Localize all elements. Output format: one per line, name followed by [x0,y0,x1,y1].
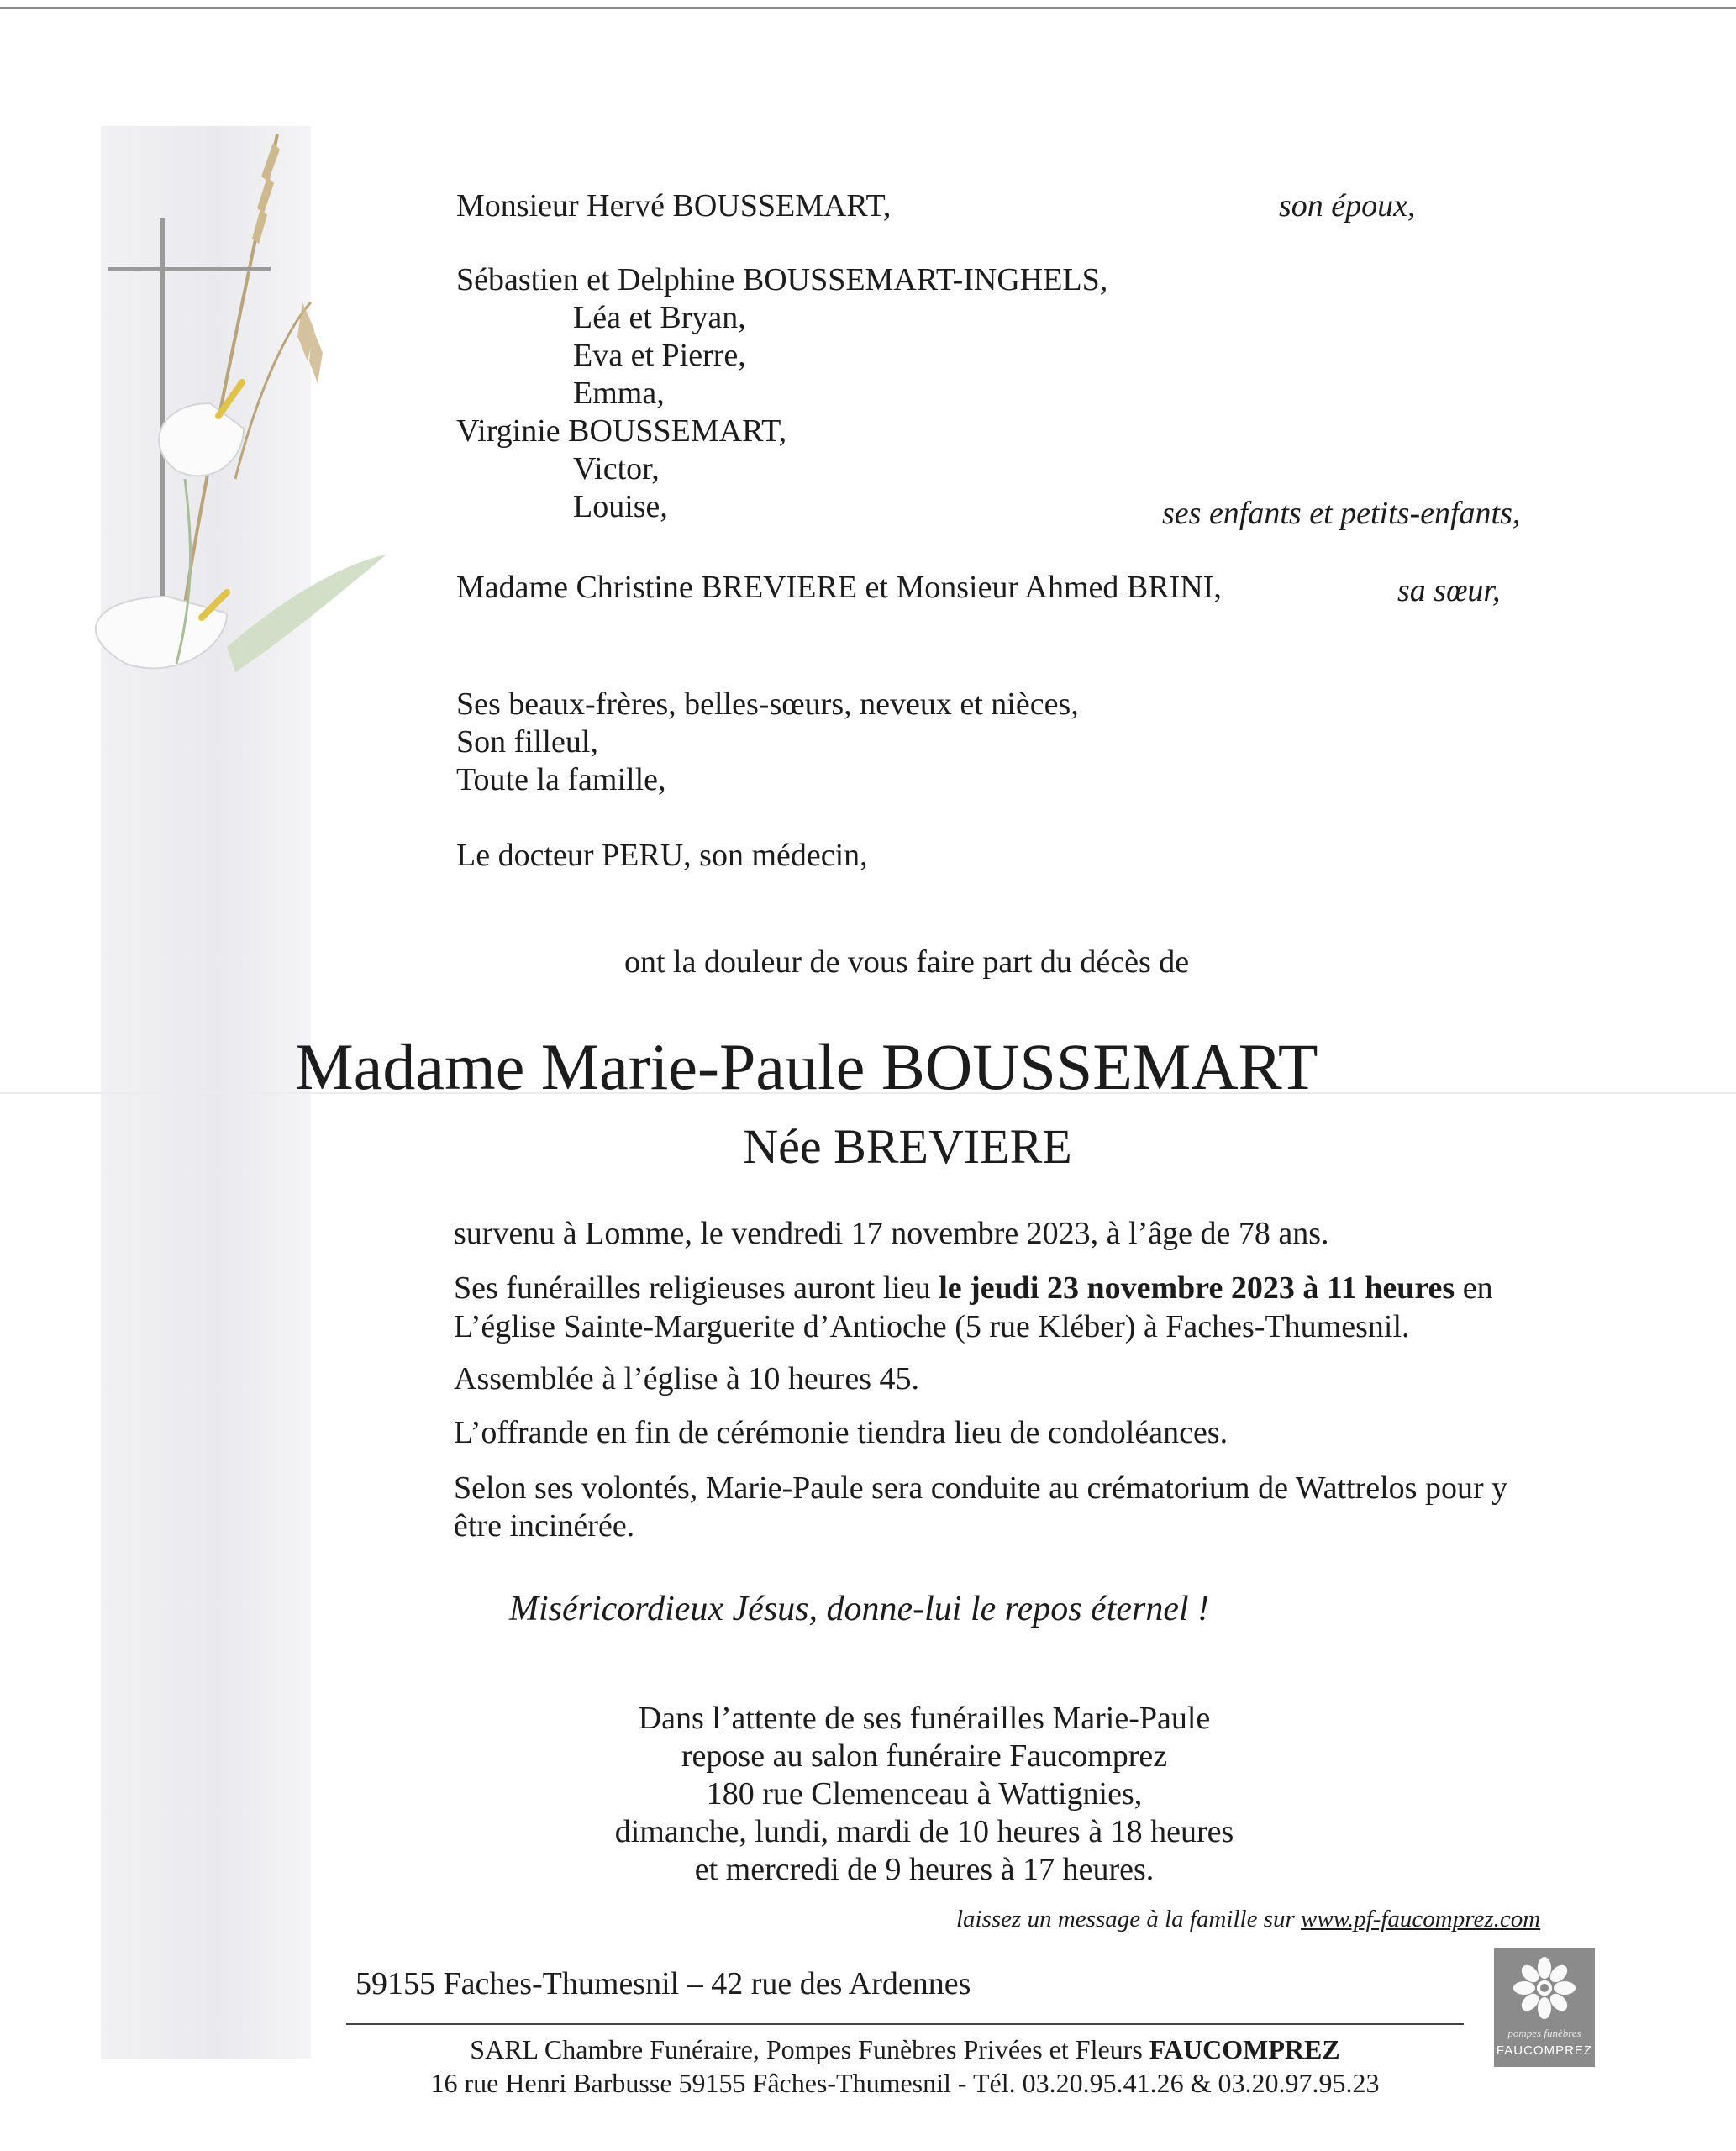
cremation-wishes-end: être incinérée. [454,1508,635,1544]
announcement-text: ont la douleur de vous faire part du décès de [624,944,1190,980]
extended-family: Ses beaux-frères, belles-sœurs, neveux et nièces, [456,686,1079,722]
child-name: Virginie BOUSSEMART, [456,413,787,449]
footer-separator [346,2023,1464,2025]
doctor: Le docteur PERU, son médecin, [456,838,868,873]
sister-name: Madame Christine BREVIERE et Monsieur Ahmed BRINI, [456,570,1222,605]
child-name: Sébastien et Delphine BOUSSEMART-INGHELS, [456,262,1108,297]
funeral-home-address: 59155 Faches-Thumesnil – 42 rue des Ardennes [355,1966,971,2001]
condolence-message [956,1904,1540,1934]
prayer: Miséricordieux Jésus, donne-lui le repos éternel ! [509,1590,1210,1628]
husband-relation: son époux, [1279,188,1416,224]
rest-info-line: et mercredi de 9 heures à 17 heures. [694,1852,1155,1887]
grandchild-name: Victor, [573,451,660,486]
rest-info-line: Dans l’attente de ses funérailles Marie-Paule [638,1701,1211,1736]
maiden-name: Née BREVIERE [743,1119,1072,1174]
godson: Son filleul, [456,724,598,760]
cross-and-lilies-decoration [50,126,387,681]
grandchild-name: Léa et Bryan, [573,300,746,335]
website-link[interactable]: www.pf-faucomprez.com [1301,1906,1541,1933]
husband-name: Monsieur Hervé BOUSSEMART, [456,188,892,224]
message-text: laissez un message à la famille sur [956,1906,1302,1933]
grandchild-name: Louise, [573,489,668,524]
calla-lily-icon [96,382,387,672]
top-border [0,7,1736,9]
logo-name: FAUCOMPREZ [1496,2043,1593,2058]
funeral-details [454,1269,1493,1307]
funeral-text-end: en [1455,1270,1493,1306]
grandchild-name: Eva et Pierre, [573,338,746,373]
company-contact: 16 rue Henri Barbusse 59155 Fâches-Thumesnil - Tél. 03.20.95.41.26 & 03.20.97.95.23 [430,2068,1380,2098]
offering-note: L’offrande en fin de cérémonie tiendra lieu de condoléances. [454,1415,1228,1450]
children-relation: ses enfants et petits-enfants, [1162,496,1521,531]
company-line [346,2033,1464,2065]
church-location: L’église Sainte-Marguerite d’Antioche (5 rue Kléber) à Faches-Thumesnil. [454,1309,1410,1344]
rest-info-line: repose au salon funéraire Faucomprez [681,1738,1168,1774]
cremation-wishes: Selon ses volontés, Marie-Paule sera conduite au crématorium de Wattrelos pour y [454,1470,1508,1506]
funeral-text: Ses funérailles religieuses auront lieu [454,1270,939,1306]
death-details: survenu à Lomme, le vendredi 17 novembre 2023, à l’âge de 78 ans. [454,1216,1329,1251]
grandchild-name: Emma, [573,376,665,411]
faucomprez-logo [1494,1948,1595,2067]
deceased-name: Madame Marie-Paule BOUSSEMART [295,1030,1318,1103]
whole-family: Toute la famille, [456,762,666,797]
assembly-time: Assemblée à l’église à 10 heures 45. [454,1361,919,1396]
rest-info-line: 180 rue Clemenceau à Wattignies, [706,1776,1143,1812]
wheat-icon [176,134,323,664]
company-name: FAUCOMPREZ [1149,2034,1340,2064]
company-description: SARL Chambre Funéraire, Pompes Funèbres Privées et Fleurs [470,2034,1149,2064]
rest-info-line: dimanche, lundi, mardi de 10 heures à 18 heures [614,1814,1234,1849]
logo-tagline: pompes funèbres [1507,2027,1581,2039]
flower-emblem-icon [1494,1948,1595,2025]
funeral-date: le jeudi 23 novembre 2023 à 11 heures [939,1270,1455,1306]
sister-relation: sa sœur, [1397,573,1501,608]
